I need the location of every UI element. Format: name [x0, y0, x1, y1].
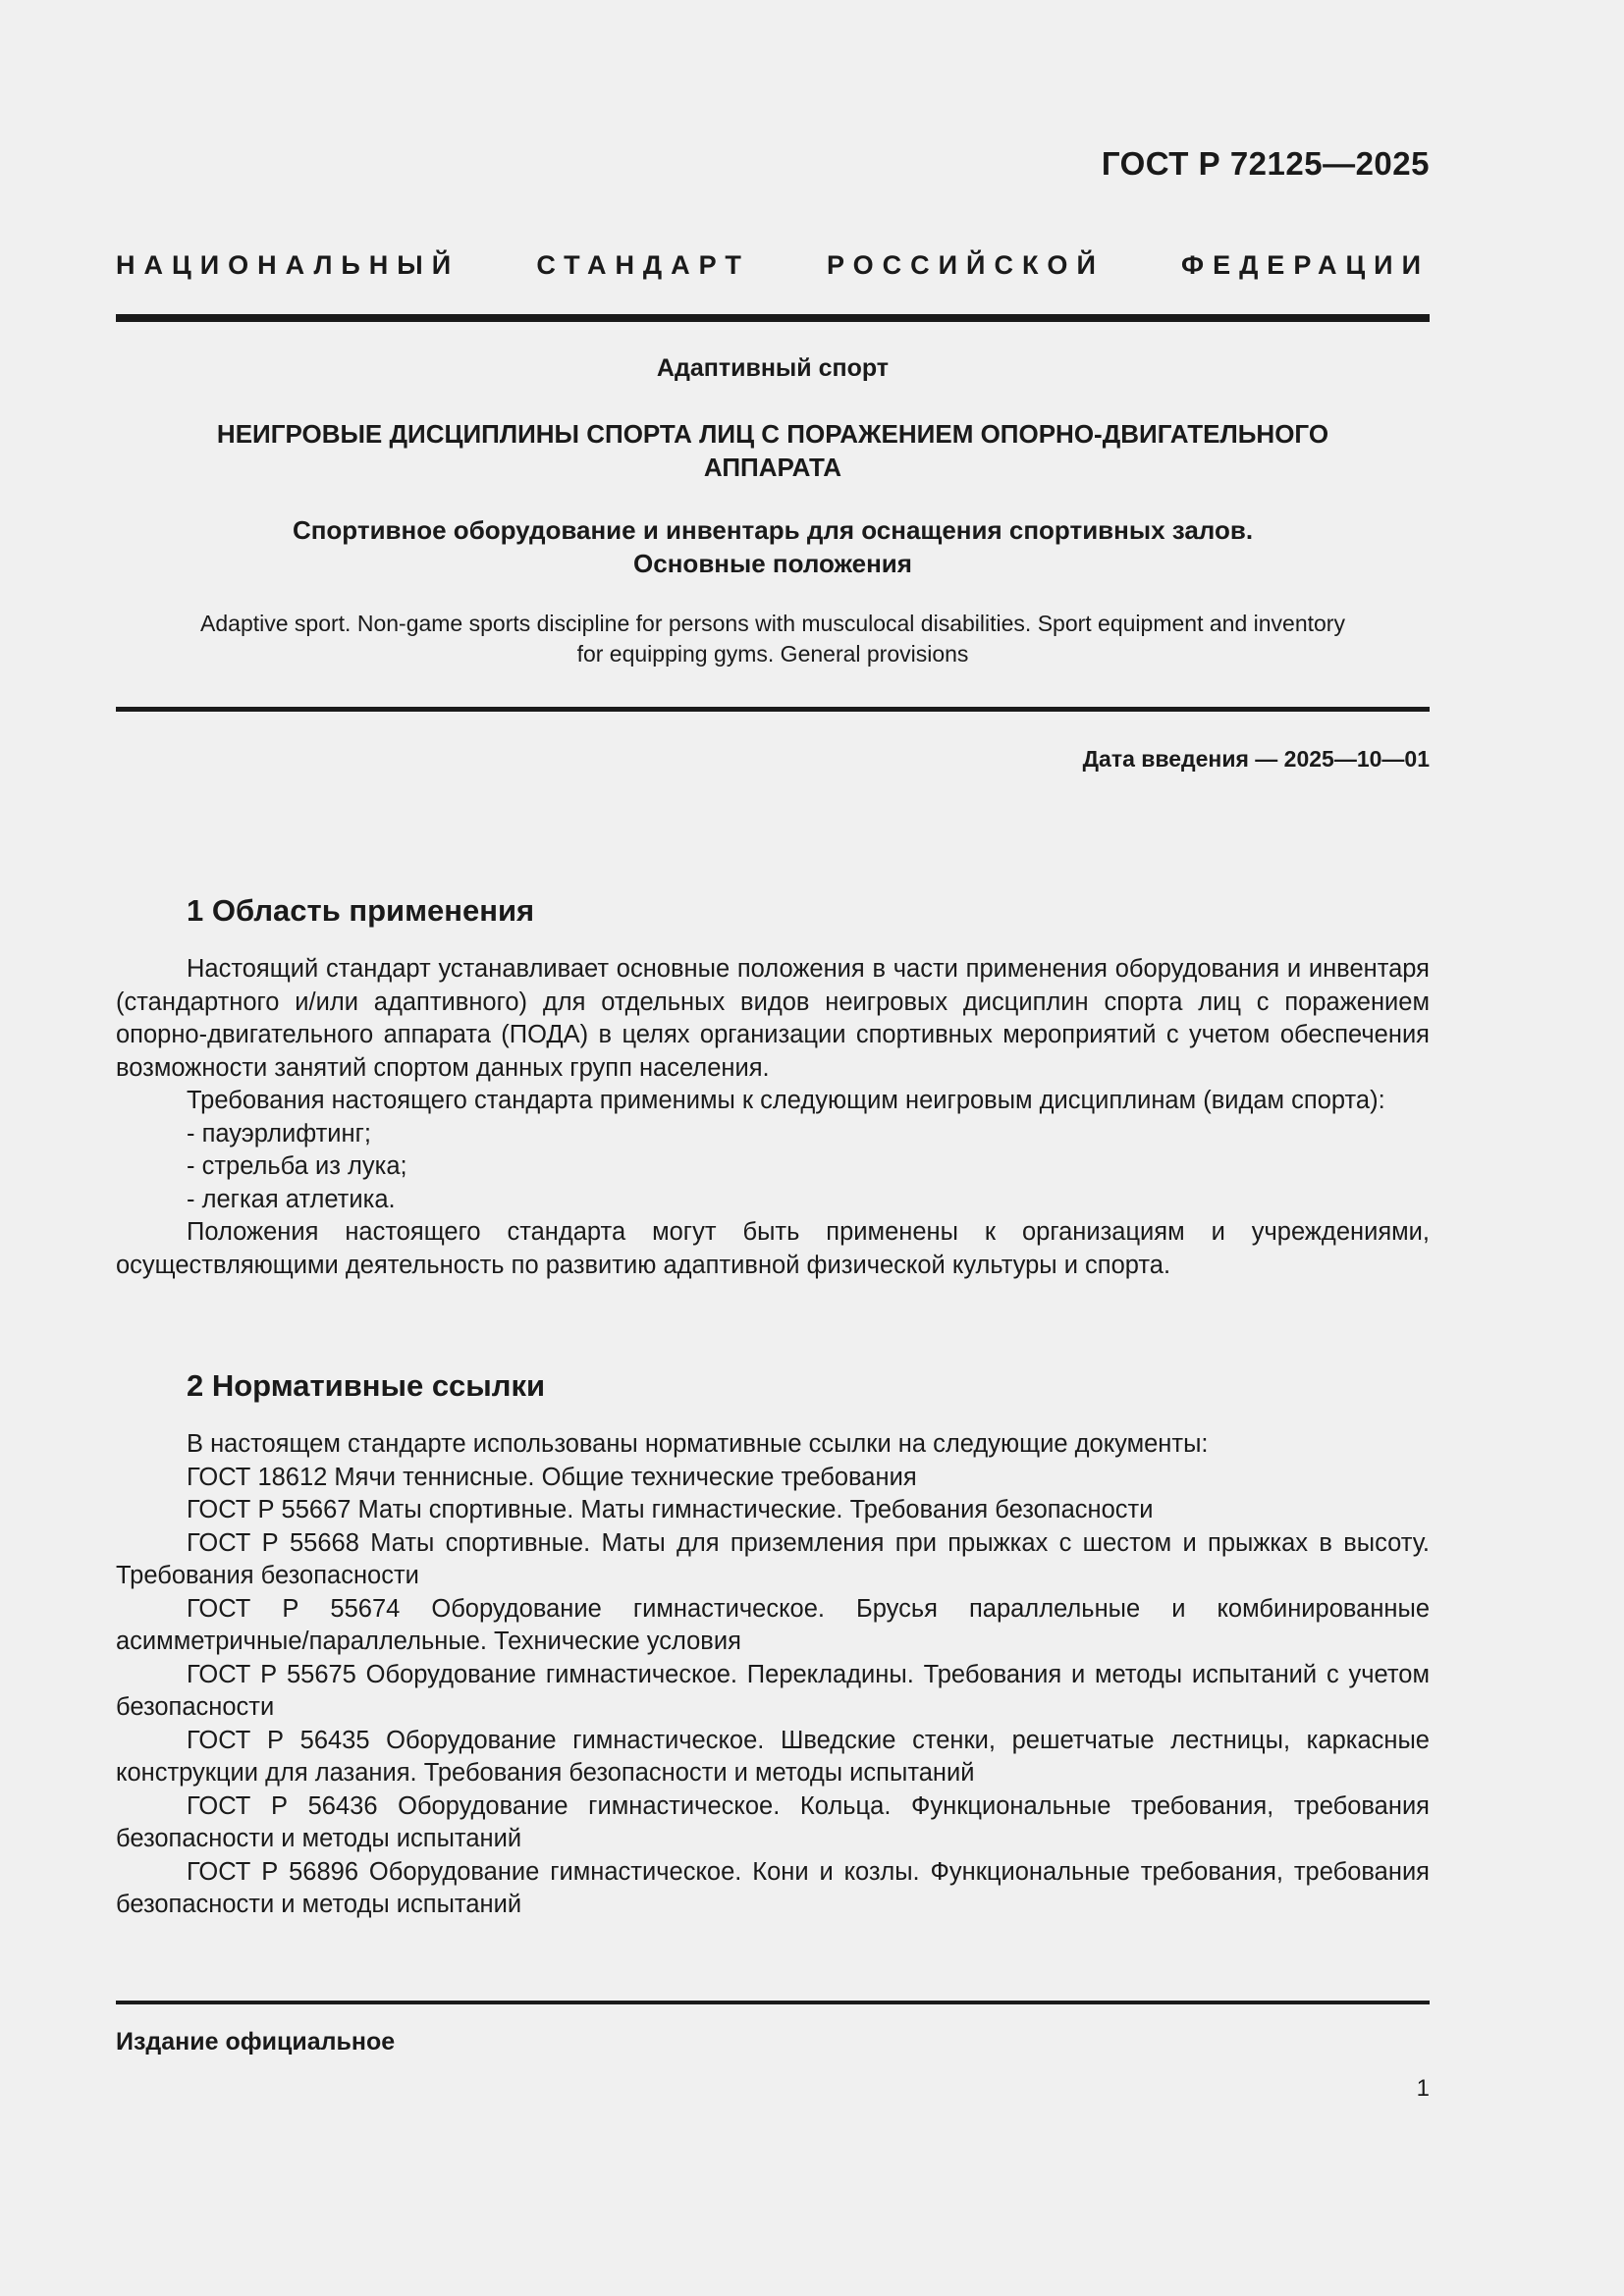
main-title-line-1: НЕИГРОВЫЕ ДИСЦИПЛИНЫ СПОРТА ЛИЦ С ПОРАЖЕНИЕМ ОПОРНО-ДВИГАТЕЛЬНОГО — [216, 419, 1329, 449]
sub-title-line-2: Основные положения — [633, 549, 912, 578]
official-edition-label: Издание официальное — [116, 2028, 396, 2056]
title-rule — [116, 707, 1430, 712]
reference-item: ГОСТ Р 56436 Оборудование гимнастическое. Кольца. Функциональные требования, требования безопасности и методы испытаний — [116, 1791, 1430, 1852]
section-1-paragraph-3: Положения настоящего стандарта могут быть применены к организациям и учреждениями, осуществляющими деятельность по развитию адаптивной физической культуры и спорта. — [116, 1218, 1430, 1279]
main-title-line-2: АППАРАТА — [703, 453, 842, 482]
reference-item: ГОСТ Р 55667 Маты спортивные. Маты гимнастические. Требования безопасности — [187, 1496, 1154, 1523]
reference-item: ГОСТ Р 55668 Маты спортивные. Маты для приземления при прыжках с шестом и прыжках в высоту. Требования безопасности — [116, 1528, 1430, 1589]
reference-item: ГОСТ 18612 Мячи теннисные. Общие технические требования — [187, 1463, 917, 1491]
main-title — [116, 417, 1430, 484]
section-2-intro: В настоящем стандарте использованы нормативные ссылки на следующие документы: — [187, 1430, 1209, 1458]
reference-item: ГОСТ Р 56435 Оборудование гимнастическое. Шведские стенки, решетчатые лестницы, каркасные конструкции для лазания. Требования безопасности и методы испытаний — [116, 1726, 1430, 1787]
english-title-line-1: Adaptive sport. Non-game sports discipline for persons with musculocal disabilities. Sport equipment and inventory — [200, 611, 1345, 636]
sub-title — [116, 513, 1430, 580]
section-1-body — [116, 953, 1430, 1282]
section-2-heading: 2 Нормативные ссылки — [187, 1368, 546, 1403]
reference-item: ГОСТ Р 55675 Оборудование гимнастическое. Перекладины. Требования и методы испытаний с учетом безопасности — [116, 1660, 1430, 1721]
english-title — [116, 609, 1430, 669]
list-item: - стрельба из лука; — [187, 1152, 407, 1180]
sub-title-line-1: Спортивное оборудование и инвентарь для оснащения спортивных залов. — [292, 515, 1254, 545]
reference-item: ГОСТ Р 55674 Оборудование гимнастическое. Брусья параллельные и комбинированные асимметричные/параллельные. Технические условия — [116, 1594, 1430, 1655]
standard-code: ГОСТ Р 72125—2025 — [1101, 145, 1430, 182]
section-1-heading: 1 Область применения — [187, 893, 535, 928]
section-1-paragraph-2: Требования настоящего стандарта применимы к следующим неигровым дисциплинам (видам спорта): — [187, 1087, 1385, 1114]
national-standard-line: НАЦИОНАЛЬНЫЙ СТАНДАРТ РОССИЙСКОЙ ФЕДЕРАЦИИ — [116, 250, 1430, 280]
english-title-line-2: for equipping gyms. General provisions — [576, 641, 969, 667]
section-1-paragraph-1: Настоящий стандарт устанавливает основные положения в части применения оборудования и инвентаря (стандартного и/или адаптивного) для отдельных видов неигровых дисциплин спорта лиц с поражением опорно-двигательного аппарата (ПОДА) в целях организации спортивных мероприятий с учетом обеспечения возможности занятий спортом данных групп населения. — [116, 955, 1430, 1082]
introduction-date: Дата введения — 2025—10—01 — [1082, 746, 1430, 772]
list-item: - легкая атлетика. — [187, 1185, 396, 1213]
header-rule — [116, 314, 1430, 322]
section-2-body — [116, 1428, 1430, 1922]
page-number: 1 — [1416, 2075, 1430, 2102]
standard-group-title: Адаптивный спорт — [656, 354, 890, 382]
footer-rule — [116, 2001, 1430, 2004]
reference-item: ГОСТ Р 56896 Оборудование гимнастическое. Кони и козлы. Функциональные требования, требования безопасности и методы испытаний — [116, 1857, 1430, 1918]
document-page — [116, 0, 1430, 2296]
list-item: - пауэрлифтинг; — [187, 1119, 372, 1148]
